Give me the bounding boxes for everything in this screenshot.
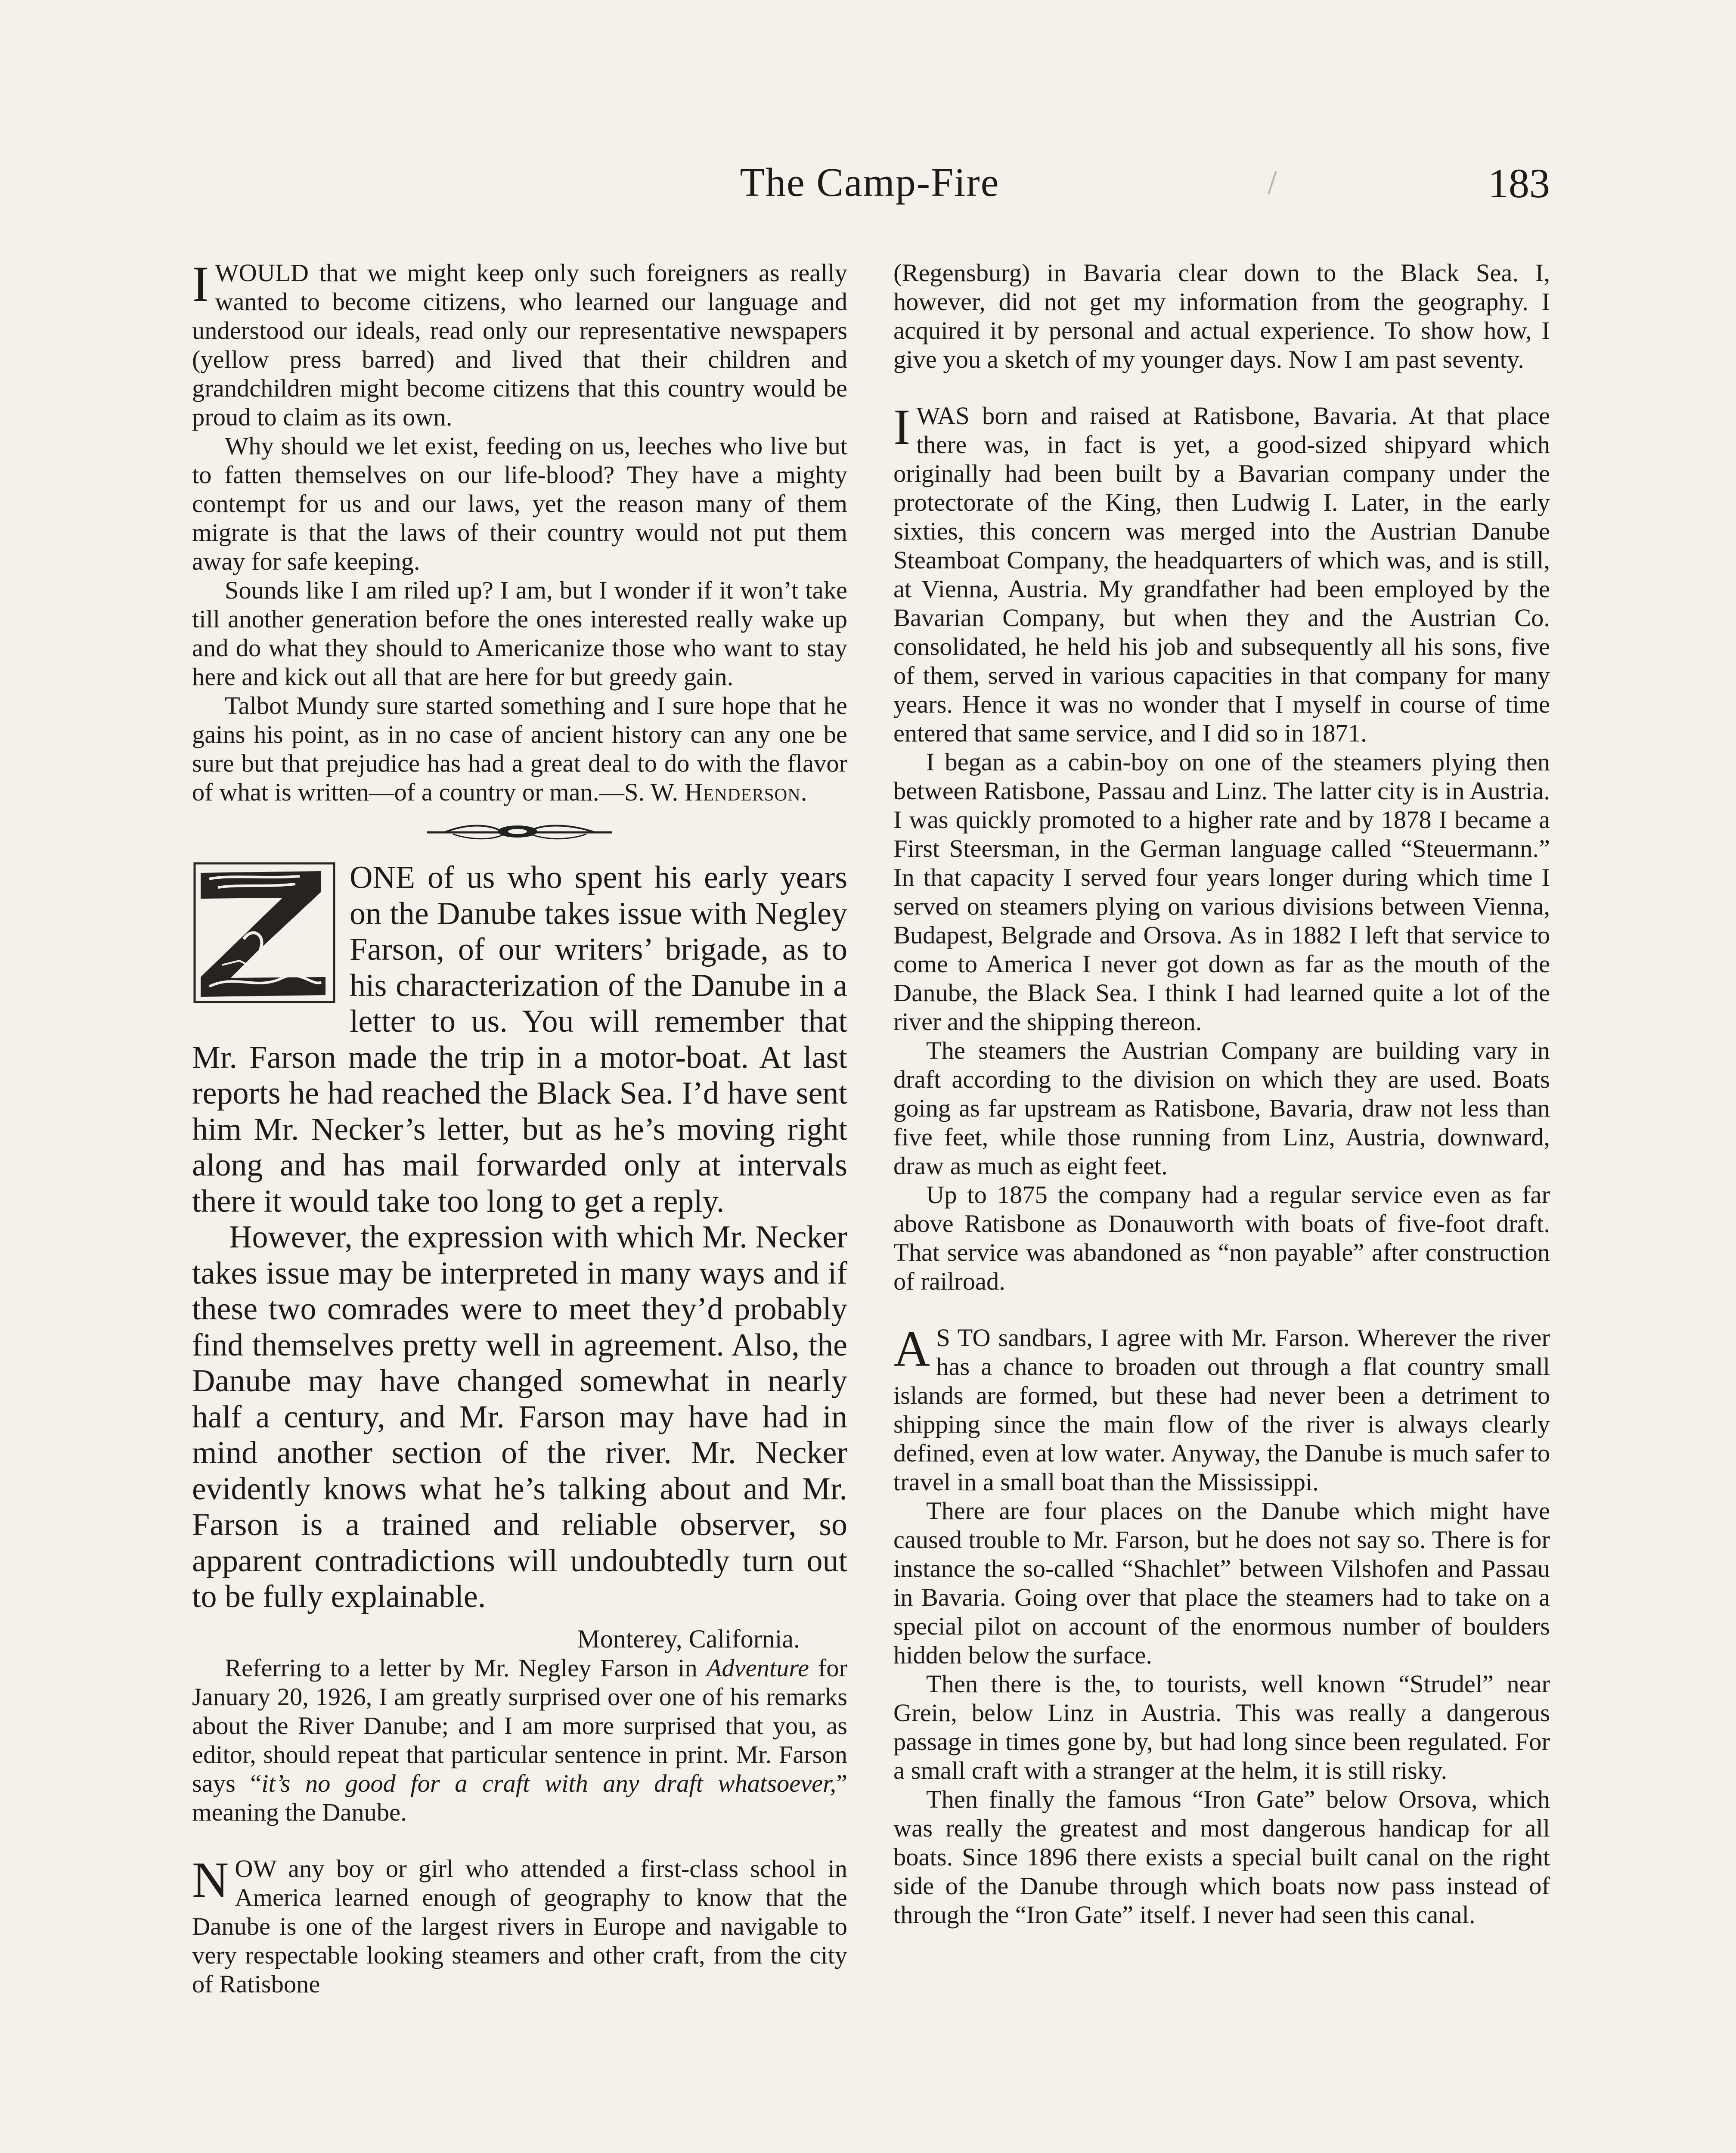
section-gap: [893, 374, 1550, 401]
paragraph: [893, 401, 1550, 748]
paragraph: The steamers the Austrian Company are building vary in draft according to the division on which they are used. Boats going as far upstream as Ratisbone, Bavaria, draw not less than five feet, while those running from Linz, Austria, downward, draw as much as eight feet.: [893, 1036, 1550, 1180]
section-divider-ornament: [427, 821, 612, 843]
paragraph: ONE of us who spent his early years on the Danube takes issue with Negley Farson, of our writers’ brigade, as to his characterization of the Danube in a letter to us. You will remember that Mr. Farson made the trip in a motor-boat. At last reports he had reached the Black Sea. I’d have sent him Mr. Necker’s letter, but as he’s moving right along and has mail forwarded only at intervals there it would take too long to get a reply.: [192, 860, 847, 1219]
section-gap: [893, 1296, 1550, 1323]
running-head: [189, 159, 1550, 215]
initial-letter: N: [192, 1851, 229, 1908]
paragraph-text: for January 20, 1926, I am greatly surprised over one of his remarks about the River Danube; and I am more surprised that you, as editor, should repeat that particular sentence in print. Mr. Farson says “: [192, 1654, 848, 1797]
page-title: The Camp-Fire: [740, 160, 1000, 205]
paragraph: I began as a cabin-boy on one of the steamers plying then between Ratisbone, Passau and Linz. The latter city is in Austria. I was quickly promoted to a higher rate and by 1878 I became a First Steersman, in the German language called “Steuermann.” In that capacity I served four years longer during which time I served on steamers plying on various divisions between Vienna, Budapest, Belgrade and Orsova. As in 1882 I left that service to come to America I never got down as far as the mouth of the Danube, the Black Sea. I think I had learned quite a lot of the river and the shipping thereon.: [893, 748, 1550, 1036]
paragraph: There are four places on the Danube which might have caused trouble to Mr. Farson, but he does not say so. There is for instance the so-called “Shachlet” between Vilshofen and Passau in Bavaria. Going over that place the steamers had to take on a special pilot on account of the enormous number of boulders hidden below the surface.: [893, 1497, 1550, 1669]
paragraph: Then there is the, to tourists, well known “Strudel” near Grein, below Linz in Austria. This was really a dangerous passage in times gone by, but had long since been regulated. For a small craft with a stranger at the helm, it is still risky.: [893, 1670, 1550, 1784]
paragraph-text: WOULD that we might keep only such foreigners as really wanted to become citizens, who learned our language and understood our ideals, read only our representative newspapers (yellow press barred) and lived that their children and grandchildren might become citizens that this country would be proud to claim as its own.: [192, 259, 847, 431]
paragraph: Then finally the famous “Iron Gate” below Orsova, which was really the greatest and most dangerous handicap for all boats. Since 1896 there exists a special built canal on the right side of the Danube through which boats now pass instead of through the “Iron Gate” itself. I never had seen this canal.: [893, 1785, 1550, 1929]
letter-dateline: Monterey, California.: [577, 1624, 800, 1653]
paragraph-text: WAS born and raised at Ratisbone, Bavaria. At that place there was, in fact is yet, a good-sized shipyard which originally had been built by a Bavarian company under the protectorate of the King, then Ludwig I. Later, in the early sixties, this concern was merged into the Austrian Danube Steamboat Company, the headquarters of which was, and is still, at Vienna, Austria. My grandfather had been employed by the Bavarian Company, but when they and the Austrian Co. consolidated, he held his job and subsequently all his sons, five of them, served in various capacities in that company for many years. Hence it was no wonder that I myself in course of time entered that same service, and I did so in 1871.: [893, 402, 1550, 747]
signature: Henderson.: [684, 778, 808, 806]
initial-letter: I: [192, 256, 209, 312]
section-gap: [192, 1827, 847, 1854]
paragraph-text: OW any boy or girl who attended a first-class school in America learned enough of geography to know that the Danube is one of the largest rivers in Europe and navigable to very respectable looking steamers and other craft, from the city of Ratisbone: [192, 1854, 847, 1998]
paragraph: (Regensburg) in Bavaria clear down to the Black Sea. I, however, did not get my information from the geography. I acquired it by personal and actual experience. To show how, I give you a sketch of my younger days. Now I am past seventy.: [893, 259, 1550, 373]
paragraph: [893, 1323, 1550, 1496]
left-column: [192, 258, 847, 1998]
quotation: it’s no good for a craft with any draft whatsoever,: [261, 1769, 837, 1797]
paragraph: [192, 1654, 847, 1827]
magazine-title: Adventure: [706, 1654, 809, 1682]
initial-letter: A: [893, 1321, 930, 1377]
paragraph: However, the expression with which Mr. Necker takes issue may be interpreted in many ways and if these two comrades were to meet they’d probably find themselves pretty well in agreement. Also, the Danube may have changed somewhat in nearly half a century, and Mr. Farson may have had in mind another section of the river. Mr. Necker evidently knows what he’s talking about and Mr. Farson is a trained and reliable observer, so apparent contradictions will undoubtedly turn out to be fully explainable.: [192, 1219, 847, 1614]
paragraph-text: Referring to a letter by Mr. Negley Farson in: [225, 1654, 707, 1682]
decorated-initial-z-icon: [192, 862, 337, 1004]
paragraph: [192, 1851, 847, 1998]
paragraph-text: S TO sandbars, I agree with Mr. Farson. Wherever the river has a chance to broaden out through a flat country small islands are formed, but these had never been a detriment to shipping since the main flow of the river is always clearly defined, even at low water. Anyway, the Danube is much safer to travel in a small boat than the Mississippi.: [893, 1324, 1550, 1496]
page-number: 183: [1488, 160, 1550, 206]
initial-letter: I: [893, 399, 911, 455]
paragraph: [192, 258, 847, 431]
editor-intro: [192, 860, 847, 1615]
paragraph: [192, 691, 847, 807]
paragraph: Why should we let exist, feeding on us, leeches who live but to fatten themselves on our life-blood? They have a mighty contempt for us and our laws, yet the reason many of them migrate is that the laws of their country would not put them away for safe keeping.: [192, 432, 847, 575]
paragraph-text: ” meaning the Danube.: [192, 1769, 847, 1826]
paragraph-text: Talbot Mundy sure started something and I sure hope that he gains his point, as in no case of ancient history can any one be sure but that prejudice has had a great deal to do with the flavor of what is written—of a country or man.—S. W.: [192, 692, 847, 806]
paragraph: Sounds like I am riled up? I am, but I wonder if it won’t take till another generation before the ones interested really wake up and do what they should to Americanize those who want to stay here and kick out all that are here for but greedy gain.: [192, 576, 847, 691]
right-column: [893, 258, 1550, 1929]
paragraph: Up to 1875 the company had a regular service even as far above Ratisbone as Donauworth with boats of five-foot draft. That service was abandoned as “non payable” after construction of railroad.: [893, 1181, 1550, 1295]
